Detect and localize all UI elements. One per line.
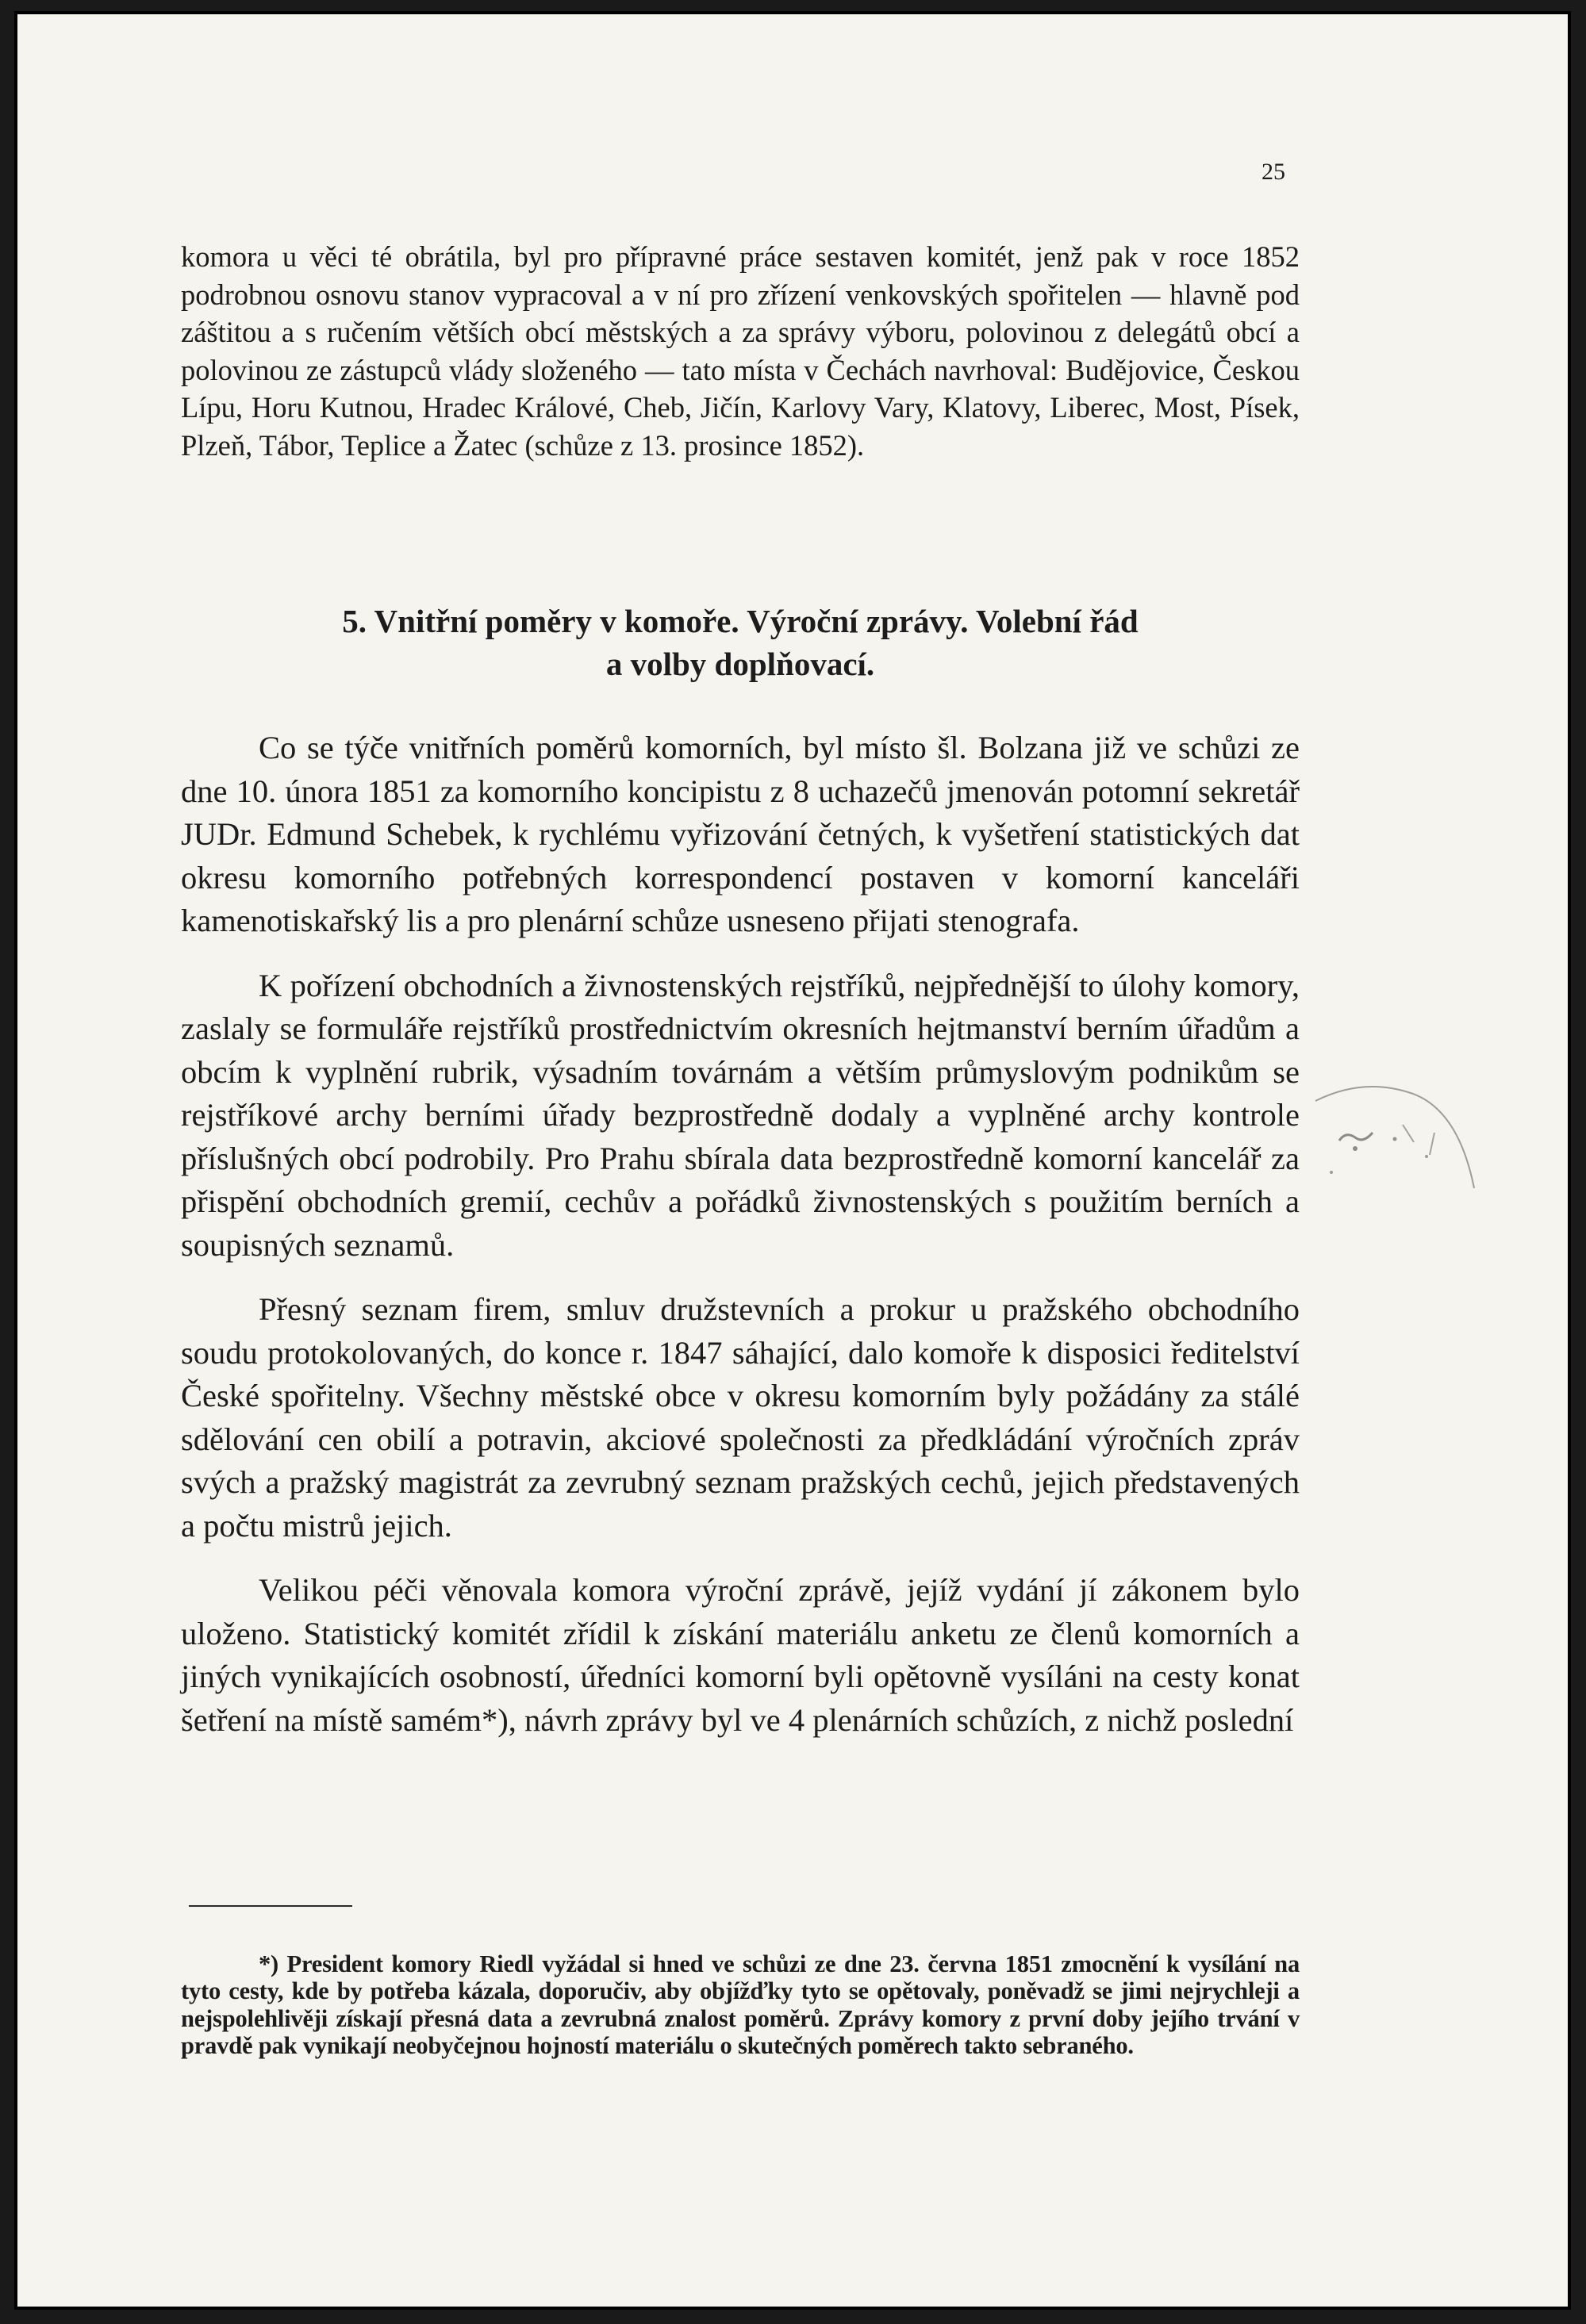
footnote: *) President komory Riedl vyžádal si hned ve schůzi ze dne 23. června 1851 zmocnění k vysílání na tyto cesty, kde by potřeba kázala, doporučiv, aby objížďky tyto se opětovaly, poněvadž se jimi nejrychleji a nejspolehlivěji získají přesná data a zevrubná znalost poměrů. Zprávy komory z první doby jejího trvání v pravdě pak vynikají neobyčejnou hojností materiálu o skutečných poměrech takto sebraného. xyxy=(181,1950,1300,2059)
footnote-divider xyxy=(189,1905,352,1907)
intro-paragraph: komora u věci té obrátila, byl pro přípravné práce sestaven komitét, jenž pak v roce 1852 podrobnou osnovu stanov vypracoval a v ní pro zřízení venkovských spořitelen — hlavně pod záštitou a s ručením větších obcí městských a za správy výboru, polovinou z delegátů obcí a polovinou ze zástupců vlády složeného — tato místa v Čechách navrhoval: Budějovice, Českou Lípu, Horu Kutnou, Hradec Králové, Cheb, Jičín, Karlovy Vary, Klatovy, Liberec, Most, Písek, Plzeň, Tábor, Teplice a Žatec (schůze z 13. prosince 1852). xyxy=(181,240,1300,462)
section-heading xyxy=(181,600,1300,685)
document-page xyxy=(14,11,1571,2310)
body-paragraph: K pořízení obchodních a živnostenských rejstříků, nejpřednější to úlohy komory, zaslaly se formuláře rejstříků prostřednictvím okresních hejtmanství berním úřadům a obcím k vyplnění rubrik, výsadním továrnám a větším průmyslovým podnikům se rejstříkové archy berními úřady bezprostředně dodaly a vyplněné archy kontrole příslušných obcí podrobily. Pro Prahu sbírala data bezprostředně komorní kancelář za přispění obchodních gremií, cechův a pořádků živnostenských s použitím berních a soupisných seznamů. xyxy=(181,967,1300,1263)
section-heading-line-2: a volby doplňovací. xyxy=(605,646,875,682)
ink-smudge-mark xyxy=(1308,1069,1482,1212)
page-number: 25 xyxy=(1262,159,1285,185)
body-paragraph: Přesný seznam firem, smluv družstevních a prokur u pražského obchodního soudu protokolovaných, do konce r. 1847 sáhající, dalo komoře k disposici ředitelství České spořitelny. Všechny městské obce v okresu komorním byly požádány za stálé sdělování cen obilí a potravin, akciové společnosti za předkládání výročních zpráv svých a pražský magistrát za zevrubný seznam pražských cechů, jejich představených a počtu mistrů jejich. xyxy=(181,1291,1300,1544)
body-paragraph: Co se týče vnitřních poměrů komorních, byl místo šl. Bolzana již ve schůzi ze dne 10. února 1851 za komorního koncipistu z 8 uchazečů jmenován potomní sekretář JUDr. Edmund Schebek, k rychlému vyřizování četných, k vyšetření statistických dat okresu komorního potřebných korrespondencí postaven v komorní kanceláři kamenotiskařský lis a pro plenární schůze usneseno přijati stenografa. xyxy=(181,730,1300,938)
section-heading-line-1: 5. Vnitřní poměry v komoře. Výroční zprávy. Volební řád xyxy=(342,603,1139,639)
intro-paragraph-block xyxy=(181,238,1300,464)
body-paragraph: Velikou péči věnovala komora výroční zprávě, jejíž vydání jí zákonem bylo uloženo. Statistický komitét zřídil k získání materiálu anketu ze členů komorních a jiných vynikajících osobností, úředníci komorní byli opětovně vysíláni na cesty konat šetření na místě samém*), návrh zprávy byl ve 4 plenárních schůzích, z nichž poslední xyxy=(181,1572,1300,1738)
section-body xyxy=(181,727,1300,1742)
